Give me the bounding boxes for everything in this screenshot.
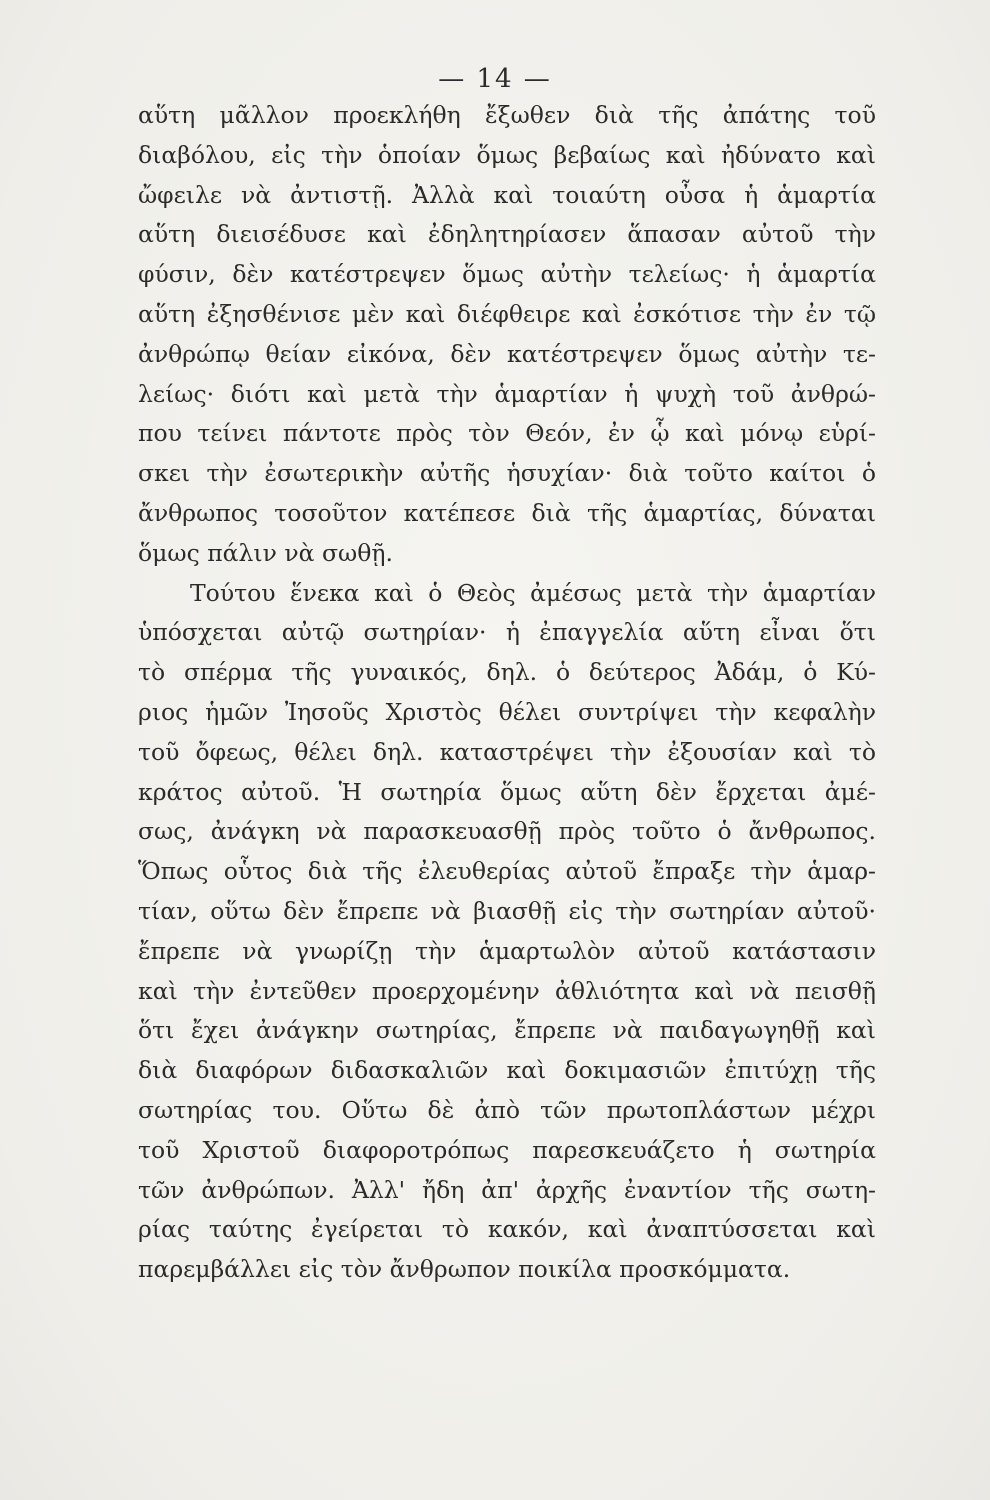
text-line: τοῦ Χριστοῦ διαφοροτρόπως παρεσκευάζετο ἡ σωτηρία <box>138 1135 876 1164</box>
text-line: ριος ἡμῶν Ἰησοῦς Χριστὸς θέλει συντρίψει τὴν κεφαλὴν <box>138 697 876 726</box>
text-line: φύσιν, δὲν κατέστρεψεν ὅμως αὐτὴν τελείως· ἡ ἁμαρτία <box>138 260 876 289</box>
text-line: σκει τὴν ἐσωτερικὴν αὐτῆς ἡσυχίαν· διὰ τοῦτο καίτοι ὁ <box>138 459 876 488</box>
text-line: ἔπρεπε νὰ γνωρίζῃ τὴν ἁμαρτωλὸν αὐτοῦ κατάστασιν <box>138 936 876 965</box>
text-line: Ὅπως οὗτος διὰ τῆς ἐλευθερίας αὐτοῦ ἔπραξε τὴν ἁμαρ- <box>138 857 876 886</box>
text-line: τὸ σπέρμα τῆς γυναικός, δηλ. ὁ δεύτερος Ἀδάμ, ὁ Κύ- <box>138 658 876 687</box>
text-line: διὰ διαφόρων διδασκαλιῶν καὶ δοκιμασιῶν ἐπιτύχῃ τῆς <box>138 1056 876 1085</box>
text-line: διαβόλου, εἰς τὴν ὁποίαν ὅμως βεβαίως καὶ ἠδύνατο καὶ <box>138 140 876 169</box>
page-number: — 14 — <box>438 64 552 94</box>
text-line: τῶν ἀνθρώπων. Ἀλλ' ἤδη ἀπ' ἀρχῆς ἐναντίον τῆς σωτη- <box>138 1175 876 1204</box>
text-line: που τείνει πάντοτε πρὸς τὸν Θεόν, ἐν ᾧ καὶ μόνῳ εὑρί- <box>138 419 876 448</box>
body-text <box>138 96 876 1290</box>
text-line: ὅτι ἔχει ἀνάγκην σωτηρίας, ἔπρεπε νὰ παιδαγωγηθῇ καὶ <box>138 1016 876 1045</box>
text-line: ἀνθρώπῳ θείαν εἰκόνα, δὲν κατέστρεψεν ὅμως αὐτὴν τε- <box>138 339 876 368</box>
text-line: ρίας ταύτης ἐγείρεται τὸ κακόν, καὶ ἀναπτύσσεται καὶ <box>138 1215 876 1244</box>
text-line: ὅμως πάλιν νὰ σωθῇ. <box>138 538 393 567</box>
text-line: τοῦ ὄφεως, θέλει δηλ. καταστρέψει τὴν ἐξουσίαν καὶ τὸ <box>138 737 876 766</box>
text-line: παρεμβάλλει εἰς τὸν ἄνθρωπον ποικίλα προσκόμματα. <box>138 1255 791 1284</box>
text-line: ὑπόσχεται αὐτῷ σωτηρίαν· ἡ ἐπαγγελία αὕτη εἶναι ὅτι <box>138 618 876 647</box>
text-line: αὕτη μᾶλλον προεκλήθη ἔξωθεν διὰ τῆς ἀπάτης τοῦ <box>138 101 876 129</box>
text-line: αὕτη διεισέδυσε καὶ ἐδηλητηρίασεν ἅπασαν αὐτοῦ τὴν <box>138 220 876 249</box>
text-line: καὶ τὴν ἐντεῦθεν προερχομένην ἀθλιότητα καὶ νὰ πεισθῇ <box>138 976 876 1005</box>
text-line: ἄνθρωπος τοσοῦτον κατέπεσε διὰ τῆς ἁμαρτίας, δύναται <box>138 498 876 527</box>
text-line: τίαν, οὕτω δὲν ἔπρεπε νὰ βιασθῇ εἰς τὴν σωτηρίαν αὐτοῦ· <box>138 896 876 925</box>
text-line: κράτος αὐτοῦ. Ἡ σωτηρία ὅμως αὕτη δὲν ἔρχεται ἀμέ- <box>138 777 876 806</box>
paragraph-first-line: Τούτου ἕνεκα καὶ ὁ Θεὸς ἀμέσως μετὰ τὴν ἁμαρτίαν <box>190 578 876 607</box>
text-line: σωτηρίας του. Οὕτω δὲ ἀπὸ τῶν πρωτοπλάστων μέχρι <box>138 1095 876 1124</box>
text-line: σως, ἀνάγκη νὰ παρασκευασθῇ πρὸς τοῦτο ὁ ἄνθρωπος. <box>138 817 876 846</box>
text-line: αὕτη ἐξησθένισε μὲν καὶ διέφθειρε καὶ ἐσκότισε τὴν ἐν τῷ <box>138 299 876 328</box>
text-line: λείως· διότι καὶ μετὰ τὴν ἁμαρτίαν ἡ ψυχὴ τοῦ ἀνθρώ- <box>138 379 876 408</box>
text-line: ὤφειλε νὰ ἀντιστῇ. Ἀλλὰ καὶ τοιαύτη οὖσα ἡ ἁμαρτία <box>138 180 876 209</box>
